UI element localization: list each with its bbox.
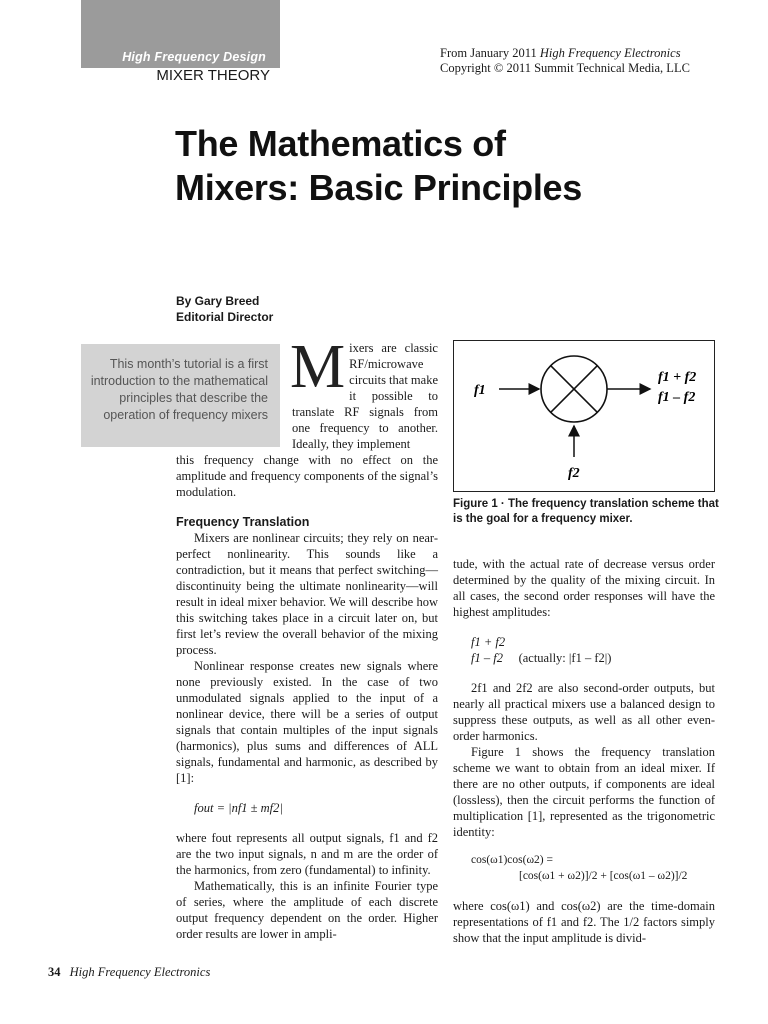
- paragraph: where fout represents all output signals, f1 and f2 are the two input signals, n and m are the order of the harmonics, from zero (fundamental) to infinity.: [176, 831, 438, 877]
- mixer-diagram: [454, 341, 713, 490]
- paragraph: 2f1 and 2f2 are also second-order outputs, but nearly all practical mixers use a balanced design to suppress these outputs, as well as all other even-order harmonics.: [453, 681, 715, 743]
- equation-diff: f1 – f2 (actually: |f1 – f2|): [471, 651, 612, 665]
- trig-line-1: cos(ω1)cos(ω2) =: [471, 854, 553, 866]
- source-publication: High Frequency Electronics: [539, 46, 681, 60]
- pull-quote: This month’s tutorial is a first introduction to the mathematical principles that describe the operation of frequency mixers: [90, 357, 268, 422]
- equation: fout = |nf1 ± mf2|: [194, 801, 283, 815]
- figure-caption: Figure 1 · The frequency translation scheme that is the goal for a frequency mixer.: [453, 498, 719, 525]
- title-line-2: Mixers: Basic Principles: [175, 167, 582, 208]
- trig-line-2: [cos(ω1 + ω2)]/2 + [cos(ω1 – ω2)]/2: [519, 870, 688, 882]
- paragraph: Mixers are nonlinear circuits; they rely on near-perfect nonlinearity. This sounds like a contradiction, but it means that perfect switching—discontinuity being the ultimate nonlinearity—will result in ideal mixer behavior. We will describe how this switching takes place in a circuit later on, but first let’s review the overall behavior of the mixing process.: [176, 531, 438, 657]
- subhead: Frequency Translation: [176, 515, 310, 529]
- intro-continued: this frequency change with no effect on the amplitude and frequency components of the signal’s modulation.: [176, 453, 438, 499]
- topic-label: MIXER THEORY: [156, 67, 270, 84]
- equation-block: [471, 634, 715, 666]
- paragraph: Figure 1 shows the frequency translation scheme we want to obtain from an ideal mixer. If there are no other outputs, if components are ideal (lossless), then the circuit performs the function of multiplication [1], represented as the trigonometric identity:: [453, 745, 715, 839]
- article-title: [175, 122, 582, 210]
- intro-paragraph: [290, 333, 438, 452]
- source-note: [440, 46, 690, 76]
- author-name: By Gary Breed: [176, 294, 260, 308]
- page-number: 34: [48, 965, 61, 979]
- paragraph: where cos(ω1) and cos(ω2) are the time-domain representations of f1 and f2. The 1/2 factors simply show that the input amplitude is divid-: [453, 899, 715, 945]
- page-footer: [48, 965, 210, 980]
- figure-1: [453, 340, 715, 492]
- copyright-line: Copyright © 2011 Summit Technical Media, LLC: [440, 61, 690, 75]
- source-prefix: From January 2011: [440, 46, 540, 60]
- footer-publication: High Frequency Electronics: [69, 965, 211, 979]
- equation-sum: f1 + f2: [471, 635, 506, 649]
- input-label: f1: [474, 383, 486, 398]
- trig-identity: [471, 852, 715, 884]
- drop-cap: M: [290, 333, 346, 401]
- author-title: Editorial Director: [176, 310, 274, 324]
- paragraph: Nonlinear response creates new signals where none previously existed. In the case of two unmodulated signals applied to the input of a nonlinear device, there will be a series of output signals that contain multiples of the input signals (harmonics), plus sums and differences of ALL signals, fundamental and harmonic, as described by [1]:: [176, 659, 438, 785]
- output-diff-label: f1 – f2: [658, 390, 696, 405]
- column-1: [176, 333, 438, 942]
- paragraph: tude, with the actual rate of decrease versus order determined by the quality of the mixing circuit. In all cases, the second order responses will have the highest amplitudes:: [453, 557, 715, 619]
- column-2: [453, 556, 715, 946]
- byline: [176, 293, 273, 325]
- paragraph: Mathematically, this is an infinite Fourier type of series, where the amplitude of each discrete output frequency dependent on the order. Higher order results are lower in ampli-: [176, 879, 438, 941]
- output-sum-label: f1 + f2: [658, 370, 697, 385]
- lo-label: f2: [568, 466, 580, 481]
- section-tab: [81, 0, 280, 68]
- section-title: High Frequency Design: [122, 50, 266, 64]
- title-line-1: The Mathematics of: [175, 123, 506, 164]
- intro-text: ixers are classic RF/microwave circuits that make it possible to translate RF signals from one frequency to another. Ideally, they implement: [292, 341, 438, 451]
